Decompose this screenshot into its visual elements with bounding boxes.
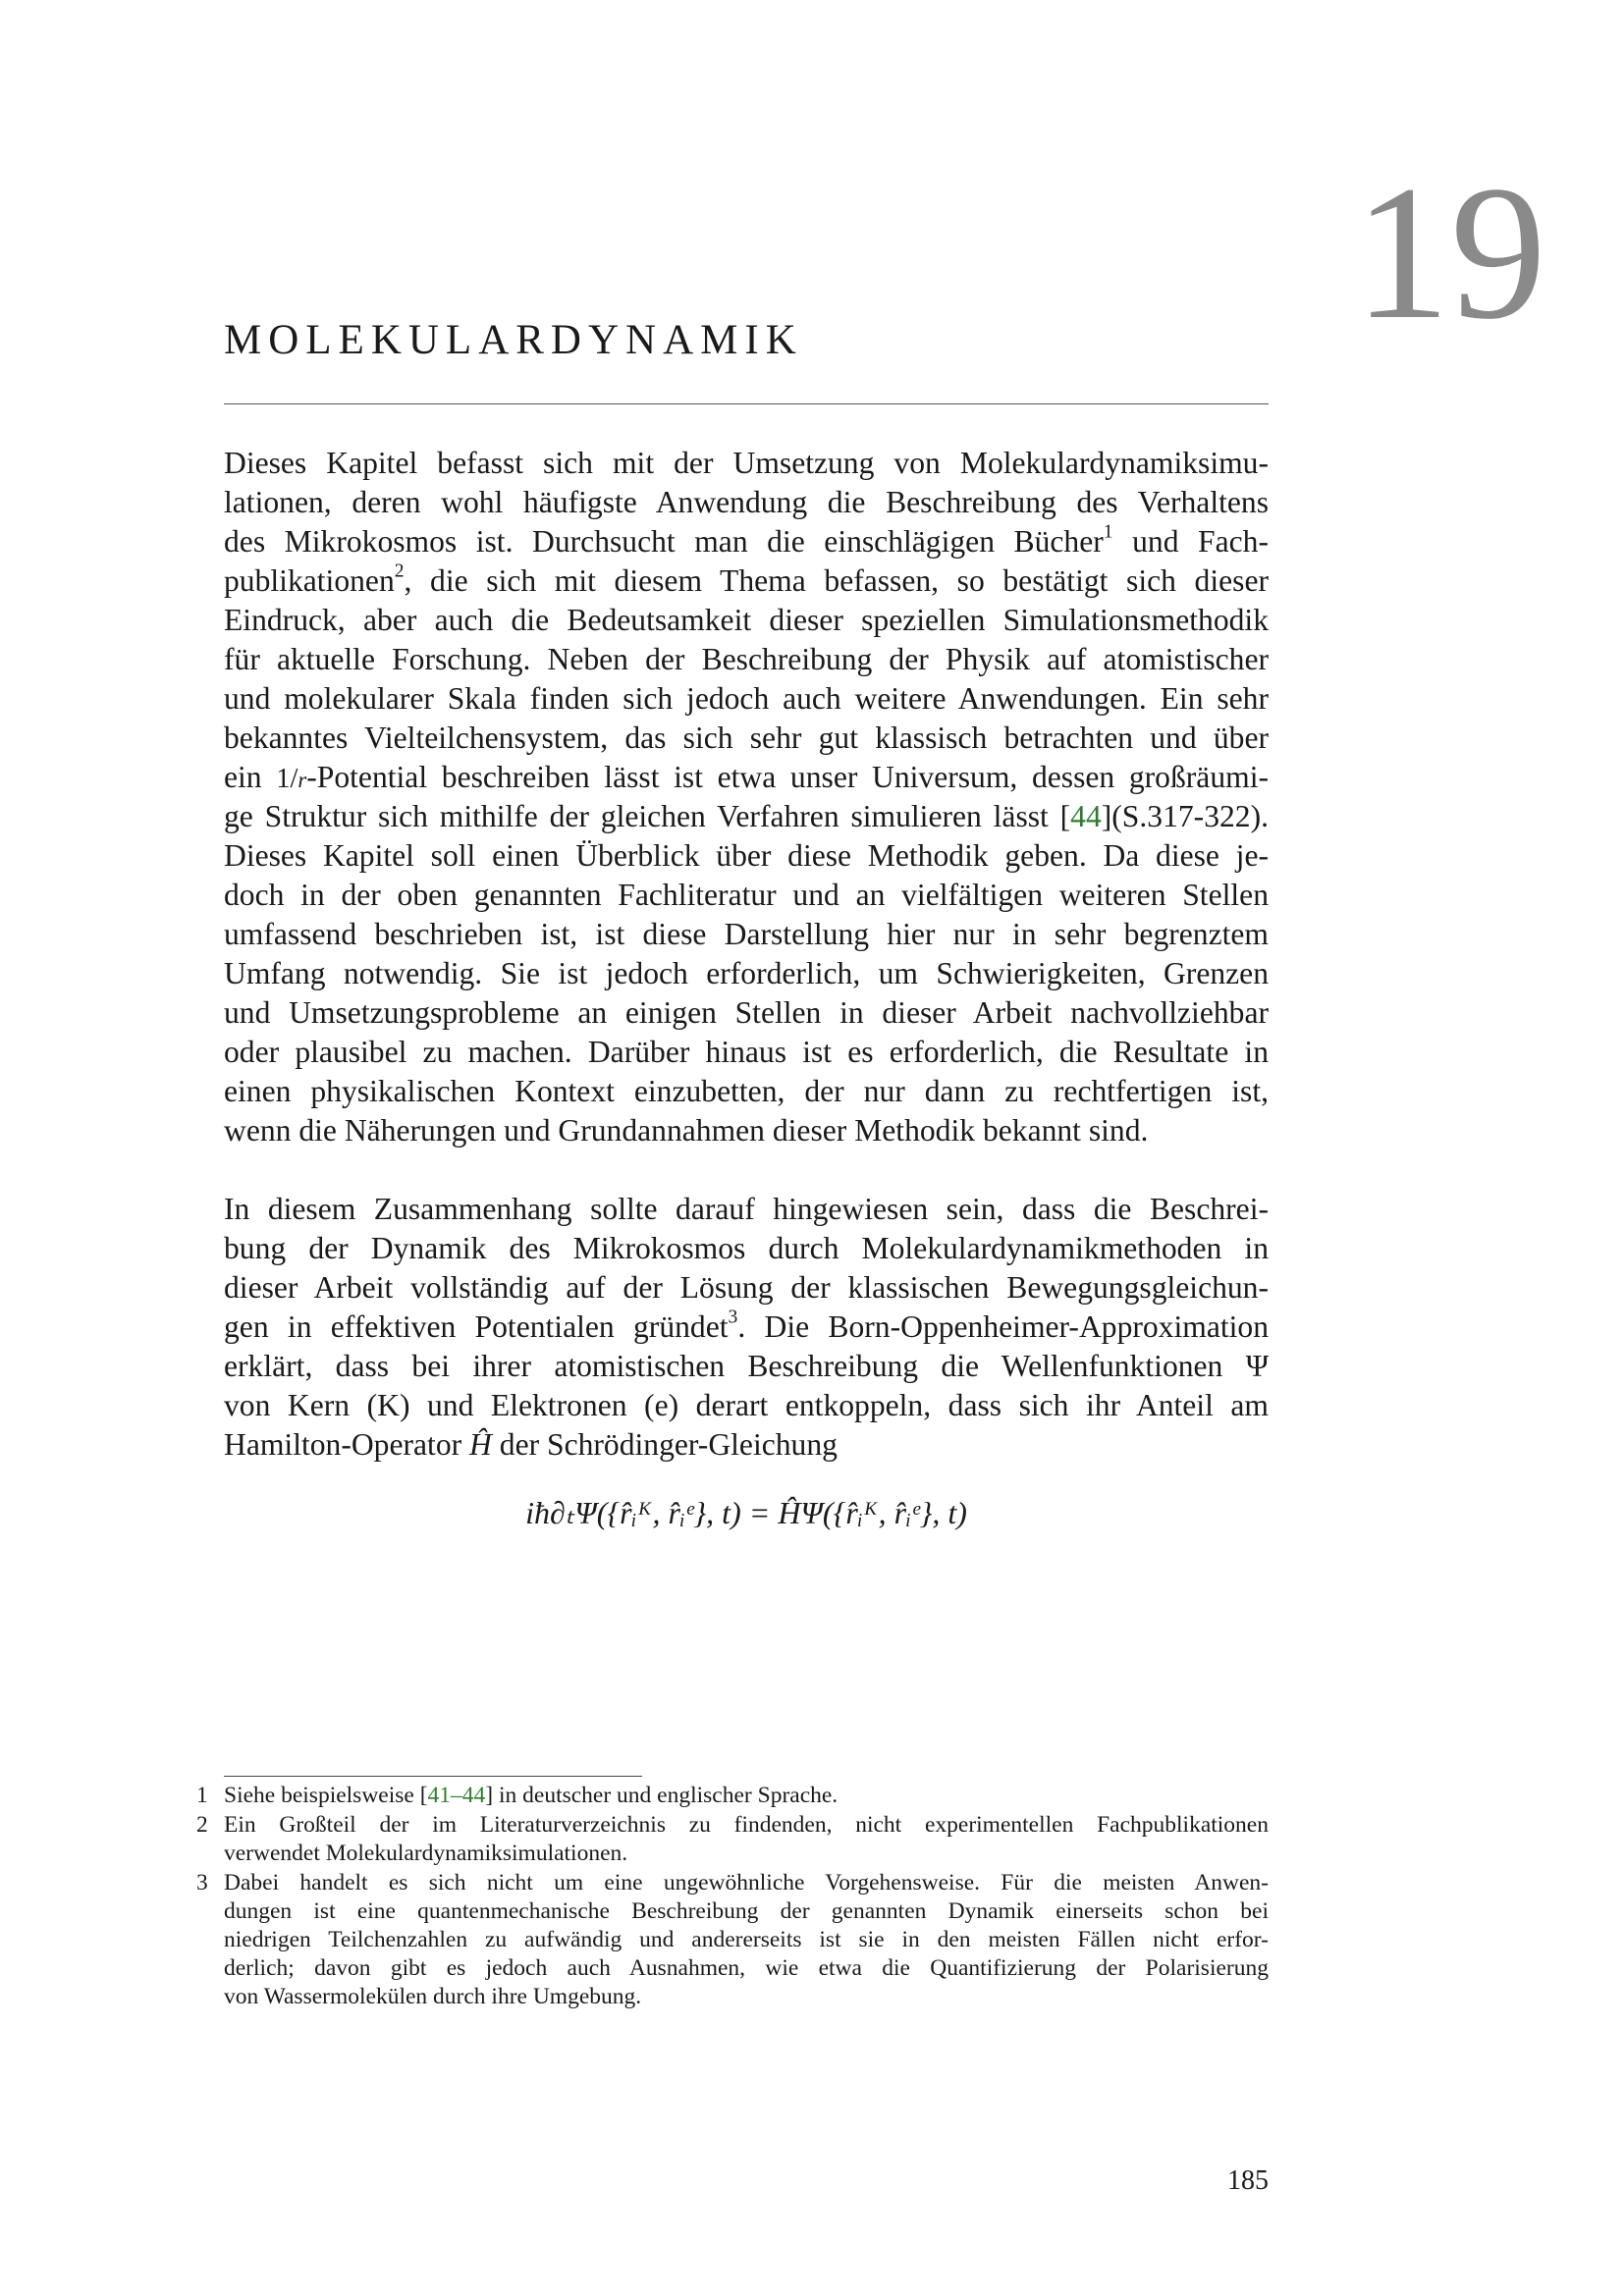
schroedinger-equation: iħ∂ₜΨ({r̂ᵢᴷ, r̂ᵢᵉ}, t) = ĤΨ({r̂ᵢᴷ, r̂ᵢᵉ}, t) <box>525 1495 967 1530</box>
text-line: Eindruck, aber auch die Bedeutsamkeit dieser speziellen Simulationsmethodik <box>224 603 1269 637</box>
footnote-ref-3[interactable]: 3 <box>728 1307 738 1328</box>
text-line: oder plausibel zu machen. Darüber hinaus ist es erforderlich, die Resultate in <box>224 1035 1269 1069</box>
footnote-line: verwendet Molekulardynamiksimulationen. <box>224 1841 628 1866</box>
text-line <box>224 758 1269 797</box>
text-line <box>224 561 1269 601</box>
text-line: doch in der oben genannten Fachliteratur und an vielfältigen weiteren Stellen <box>224 878 1269 912</box>
text-line: lationen, deren wohl häufigste Anwendung die Beschreibung des Verhaltens <box>224 485 1269 519</box>
text-segment: der Schrödinger-Gleichung <box>499 1427 838 1462</box>
footnote-line: Ein Großteil der im Literaturverzeichnis zu findenden, nicht experimentellen Fachpublikationen <box>224 1812 1269 1838</box>
footnote-mark: 3 <box>196 1870 208 1896</box>
text-line <box>224 797 1269 836</box>
text-line: bung der Dynamik des Mikrokosmos durch Molekulardynamikmethoden in <box>224 1231 1269 1265</box>
footnotes <box>196 1782 1269 2012</box>
text-line: wenn die Näherungen und Grundannahmen dieser Methodik bekannt sind. <box>224 1113 1149 1148</box>
text-segment: des Mikrokosmos ist. Durchsucht man die einschlägigen Bücher <box>224 524 1104 559</box>
footnote-2 <box>196 1811 1269 1868</box>
text-segment: -Potential beschreiben lässt ist etwa unser Universum, dessen großräumi- <box>306 760 1269 794</box>
inline-fraction: 1/r <box>276 764 307 794</box>
text-segment: ](S.317-322). <box>1101 799 1269 833</box>
text-line: Dieses Kapitel befasst sich mit der Umsetzung von Molekulardynamiksimu- <box>224 446 1269 480</box>
page-number: 185 <box>1227 2165 1269 2196</box>
text-line: Dieses Kapitel soll einen Überblick über diese Methodik geben. Da diese je- <box>224 838 1269 873</box>
footnote-rule <box>224 1776 642 1777</box>
paragraph-1 <box>224 444 1269 1150</box>
text-segment: . Die Born-Oppenheimer-Approximation <box>737 1309 1270 1344</box>
citation-link[interactable]: 41–44 <box>427 1783 486 1808</box>
footnote-line: von Wassermolekülen durch ihre Umgebung. <box>224 1984 642 2009</box>
text-line: für aktuelle Forschung. Neben der Beschreibung der Physik auf atomistischer <box>224 642 1269 676</box>
title-rule <box>224 403 1269 404</box>
footnote-line: derlich; davon gibt es jedoch auch Ausnahmen, wie etwa die Quantifizierung der Polarisierung <box>224 1955 1269 1981</box>
text-line: einen physikalischen Kontext einzubetten, der nur dann zu rechtfertigen ist, <box>224 1074 1269 1108</box>
text-line: dieser Arbeit vollständig auf der Lösung der klassischen Bewegungsgleichun- <box>224 1270 1269 1305</box>
text-line: Umfang notwendig. Sie ist jedoch erforderlich, um Schwierigkeiten, Grenzen <box>224 956 1269 990</box>
text-segment: und Fach- <box>1132 524 1269 559</box>
text-line: bekanntes Vielteilchensystem, das sich sehr gut klassisch betrachten und über <box>224 721 1269 755</box>
footnote-line: dungen ist eine quantenmechanische Beschreibung der genannten Dynamik einerseits schon bei <box>224 1898 1269 1924</box>
text-line: und Umsetzungsprobleme an einigen Stellen in dieser Arbeit nachvollziehbar <box>224 995 1269 1030</box>
text-segment: ein <box>224 760 262 794</box>
footnote-text: ] in deutscher und englischer Sprache. <box>485 1783 839 1808</box>
footnote-text: Siehe beispielsweise [ <box>224 1783 428 1808</box>
footnote-mark: 1 <box>196 1783 208 1808</box>
text-line <box>224 1308 1269 1347</box>
text-line <box>224 1425 1269 1465</box>
text-line: erklärt, dass bei ihrer atomistischen Beschreibung die Wellenfunktionen Ψ <box>224 1349 1269 1383</box>
paragraph-2 <box>224 1190 1269 1465</box>
footnote-3 <box>196 1869 1269 2011</box>
footnote-line: niedrigen Teilchenzahlen zu aufwändig und andererseits ist sie in den meisten Fällen nicht erfor- <box>224 1927 1269 1952</box>
fraction-denominator: r <box>298 768 307 792</box>
chapter-title: MOLEKULARDYNAMIK <box>224 317 803 363</box>
citation-link[interactable]: 44 <box>1070 799 1102 833</box>
footnote-1 <box>196 1782 1269 1810</box>
text-line: In diesem Zusammenhang sollte darauf hingewiesen sein, dass die Beschrei- <box>224 1192 1269 1226</box>
text-segment: gen in effektiven Potentialen gründet <box>224 1309 729 1344</box>
footnote-line: Dabei handelt es sich nicht um eine ungewöhnliche Vorgehensweise. Für die meisten Anwen- <box>224 1870 1269 1896</box>
text-segment: publikationen <box>224 563 395 598</box>
footnote-mark: 2 <box>196 1812 208 1838</box>
text-segment: Hamilton-Operator <box>224 1427 462 1462</box>
text-segment: ge Struktur sich mithilfe der gleichen Verfahren simulieren lässt [ <box>224 799 1071 833</box>
hamilton-operator-symbol: Ĥ <box>469 1427 492 1462</box>
footnote-ref-2[interactable]: 2 <box>394 561 405 582</box>
text-line: von Kern (K) und Elektronen (e) derart entkoppeln, dass sich ihr Anteil am <box>224 1388 1269 1422</box>
text-segment: , die sich mit diesem Thema befassen, so bestätigt sich dieser <box>404 563 1269 598</box>
footnote-ref-1[interactable]: 1 <box>1103 521 1113 543</box>
text-line <box>224 522 1269 561</box>
fraction-numerator: 1 <box>276 764 291 794</box>
chapter-number: 19 <box>1354 146 1546 359</box>
text-line: umfassend beschrieben ist, ist diese Darstellung hier nur in sehr begrenztem <box>224 917 1269 951</box>
text-line: und molekularer Skala finden sich jedoch auch weitere Anwendungen. Ein sehr <box>224 681 1269 716</box>
